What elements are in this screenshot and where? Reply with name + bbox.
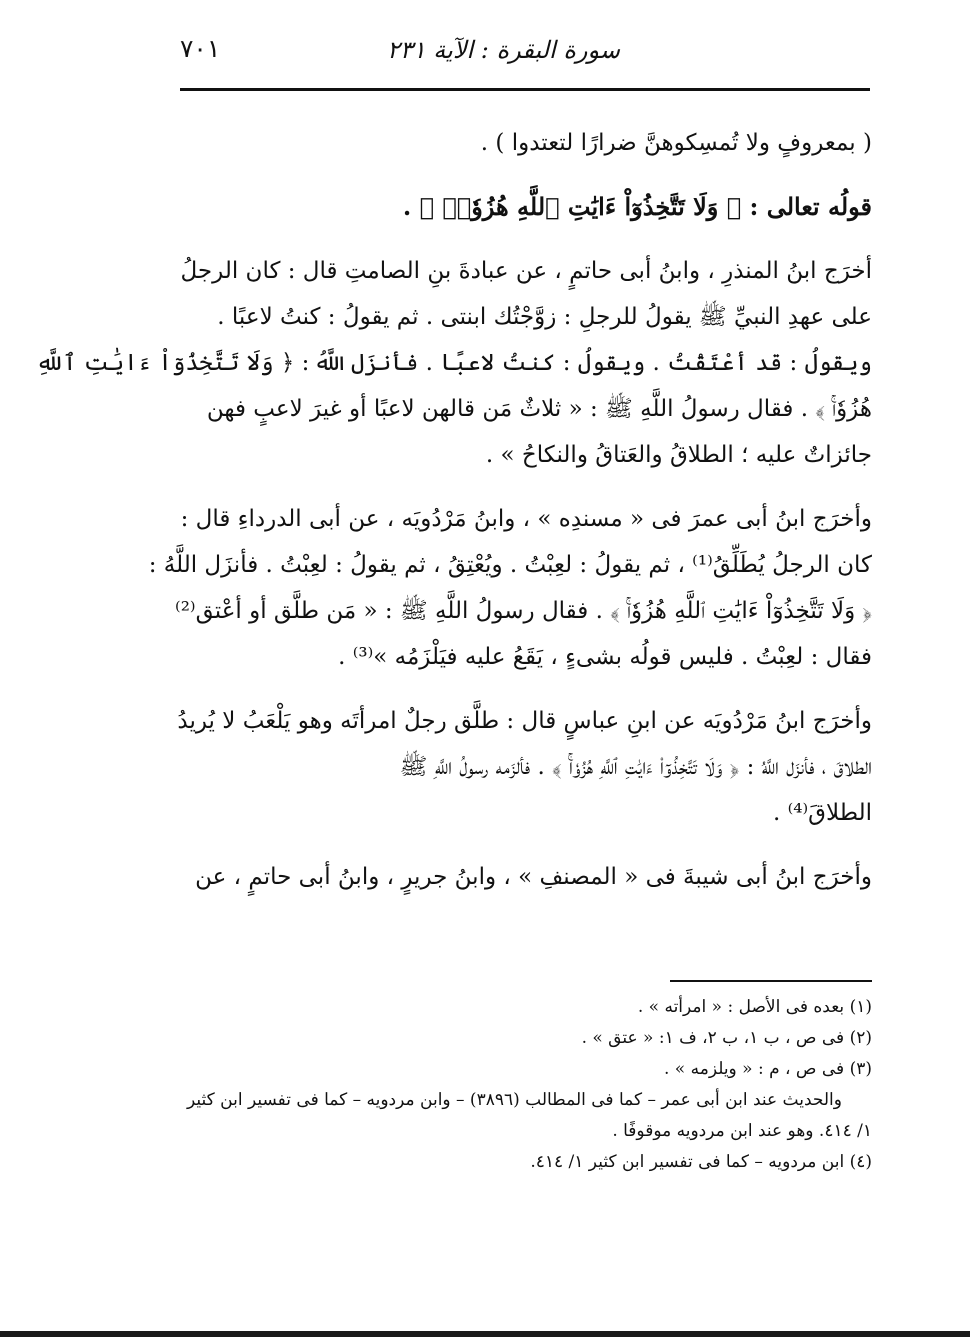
text-line: أخرَج ابنُ المنذرِ ، وابنُ أبى حاتمٍ ، عن عبادةَ بنِ الصامتِ قال : كان الرجلُ [180,258,872,284]
text-line: فقال : لعِبْتُ . فليس قولُه بشىءٍ ، يَقَعُ عليه فيَلْزَمُه »⁽³⁾ . [338,644,872,670]
text-line: ويقولُ : قد أعْتَقْتُ . ويقولُ : كنتُ لاعبًا . فأنزَل اللَّهُ : ﴿ وَلَا تَتَّخِذُوٓاْ ءَايَٰتِ ٱللَّهِ [36,350,872,376]
scan-bottom-edge [0,1331,970,1337]
text-line: وأخرَج ابنُ أبى عمرَ فى « مسندِه » ، وابنُ مَرْدُويَه ، عن أبى الدرداءِ قال : [180,506,872,532]
text-line: الطلاقَ⁽⁴⁾ . [773,800,872,826]
footnote-divider [670,980,872,982]
text-line: هُزُوٗاۚ ﴾ . فقال رسولُ اللَّهِ ﷺ : « ثلاثٌ مَن قالهن لاعبًا أو غيرَ لاعبٍ فهن [206,396,872,422]
footnote-line: (١) بعده فى الأصل : « امرأته » . [637,997,872,1017]
footnote-line: ١/ ٤١٤. وهو عند ابن مردويه موقوفًا . [612,1121,872,1141]
footnote-line: والحديث عند ابن أبى عمر – كما فى المطالب (٣٨٩٦) – وابن مردويه – كما فى تفسير ابن كثير [187,1090,842,1110]
text-line: ﴿ وَلَا تَتَّخِذُوٓاْ ءَايَٰتِ ٱللَّهِ هُزُوٗاۚ ﴾ . فقال رسولُ اللَّهِ ﷺ : « مَن طلَّق أو أعْتق⁽²⁾ [175,598,872,624]
text-line: وأخرَج ابنُ مَرْدُويَه عن ابنِ عباسٍ قال : طلَّق رجلٌ امرأتَه وهو يَلْعَبُ لا يُريدُ [177,708,872,734]
header-divider [180,88,870,91]
text-line: جائزاتٌ عليه ؛ الطلاقُ والعَتاقُ والنكاحُ » . [485,442,872,468]
footnotes [180,992,872,1178]
text-line: على عهدِ النبيِّ ﷺ يقولُ للرجلِ : زوَّجْتُك ابنتى . ثم يقولُ : كنتُ لاعبًا . [217,304,872,330]
main-text [36,120,872,900]
text-line: ( بمعروفٍ ولا تُمسِكوهنَّ ضرارًا لتعتدوا ) . [480,130,872,156]
page-number: ٧٠١ [180,34,221,63]
text-line: وأخرَج ابنُ أبى شيبةَ فى « المصنفِ » ، وابنُ جريرٍ ، وابنُ أبى حاتمٍ ، عن [195,864,872,890]
verse-heading: قولُه تعالى : ﴿ وَلَا تَتَّخِذُوٓاْ ءَايَٰتِ ٱللَّهِ هُزُوٗاۚ ﴾ . [402,192,872,221]
footnote-line: (٣) فى ص ، م : « ويلزمه » . [663,1059,872,1079]
text-line: الطلاقَ ، فأنزَل اللَّهُ : ﴿ وَلَا تَتَّخِذُوٓاْ ءَايَٰتِ ٱللَّهِ هُزُوٗاۚ ﴾ . فألزَمه رسولُ اللَّهِ ﷺ [399,754,872,780]
page-header [180,28,870,78]
text-line: كان الرجلُ يُطَلِّقُ⁽¹⁾ ، ثم يقولُ : لعِبْتُ . ويُعْتِقُ ، ثم يقولُ : لعِبْتُ . فأنزَل اللَّهُ : [148,552,872,578]
footnote-line: (٤) ابن مردويه – كما فى تفسير ابن كثير ١/ ٤١٤. [530,1152,872,1172]
footnote-line: (٢) فى ص ، ب ١، ب ٢، ف ١: « عتق » . [581,1028,872,1048]
running-title: سورة البقرة : الآية ٢٣١ [386,36,620,64]
